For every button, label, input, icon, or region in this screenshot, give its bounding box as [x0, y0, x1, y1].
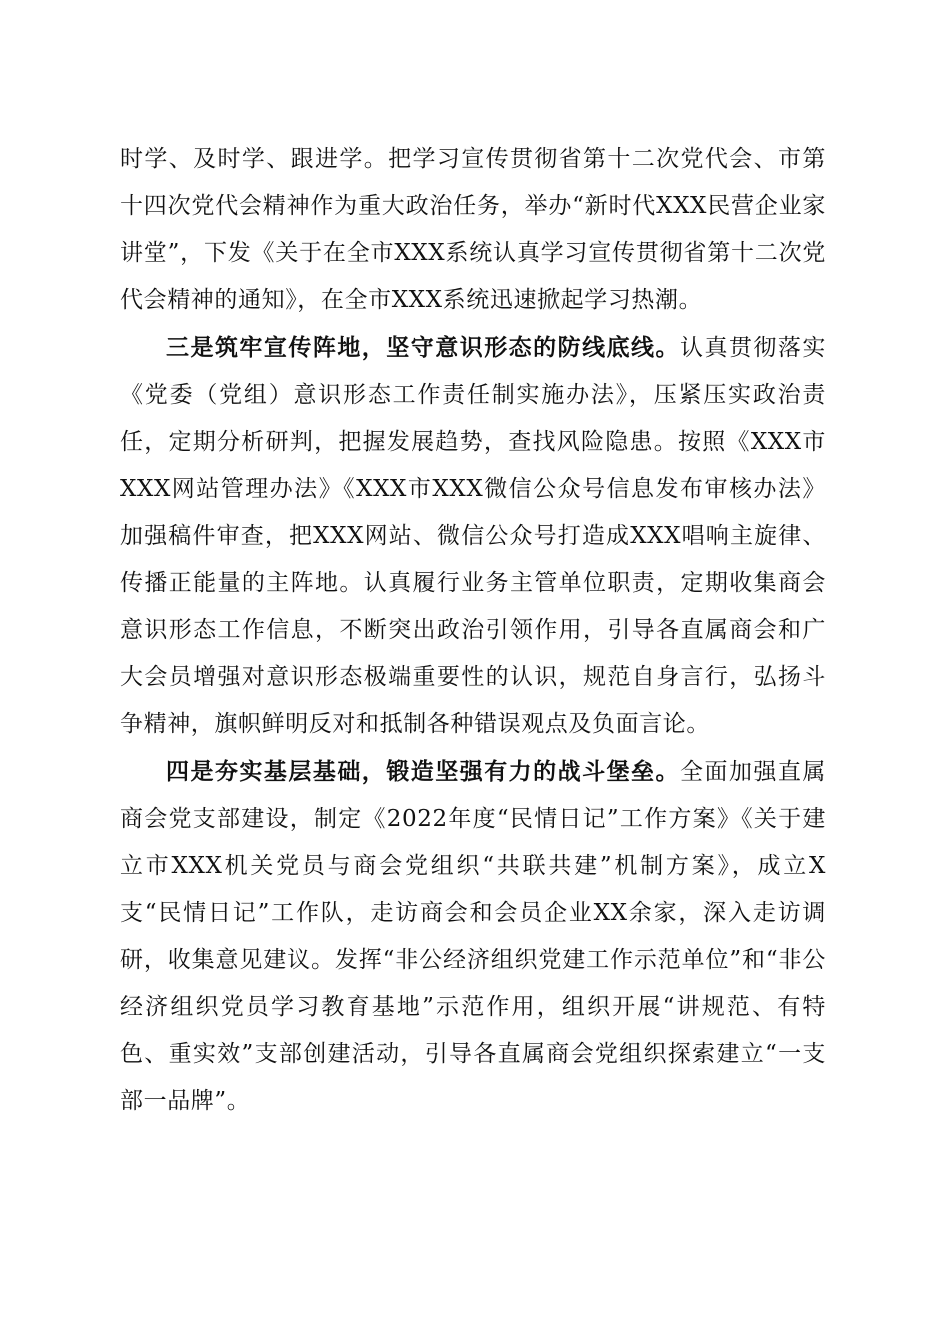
paragraph-continuation: [120, 136, 826, 324]
document-body: [120, 136, 826, 1125]
paragraph-text: 认真贯彻落实《党委（党组）意识形态工作责任制实施办法》，压紧压实政治责任，定期分析研判，把握发展趋势，查找风险隐患。按照《XXX市XXX网站管理办法》《XXX市XXX微信公众号信息发布审核办法》加强稿件审查，把XXX网站、微信公众号打造成XXX唱响主旋律、传播正能量的主阵地。认真履行业务主管单位职责，定期收集商会意识形态工作信息，不断突出政治引领作用，引导各直属商会和广大会员增强对意识形态极端重要性的认识，规范自身言行，弘扬斗争精神，旗帜鲜明反对和抵制各种错误观点及负面言论。: [120, 335, 826, 737]
paragraph-text: 全面加强直属商会党支部建设，制定《2022年度“民情日记”工作方案》《关于建立市XXX机关党员与商会党组织“共联共建”机制方案》，成立X支“民情日记”工作队，走访商会和会员企业XX余家，深入走访调研，收集意见建议。发挥“非公经济组织党建工作示范单位”和“非公经济组织党员学习教育基地”示范作用，组织开展“讲规范、有特色、重实效”支部创建活动，引导各直属商会党组织探索建立“一支部一品牌”。: [120, 759, 826, 1114]
paragraph-heading: 三是筑牢宣传阵地，坚守意识形态的防线底线。: [166, 334, 680, 361]
paragraph-heading: 四是夯实基层基础，锻造坚强有力的战斗堡垒。: [166, 758, 680, 785]
paragraph-three: [120, 324, 826, 748]
paragraph-four: [120, 748, 826, 1125]
paragraph-text: 时学、及时学、跟进学。把学习宣传贯彻省第十二次党代会、市第十四次党代会精神作为重大政治任务，举办“新时代XXX民营企业家讲堂”，下发《关于在全市XXX系统认真学习宣传贯彻省第十二次党代会精神的通知》，在全市XXX系统迅速掀起学习热潮。: [120, 146, 826, 313]
